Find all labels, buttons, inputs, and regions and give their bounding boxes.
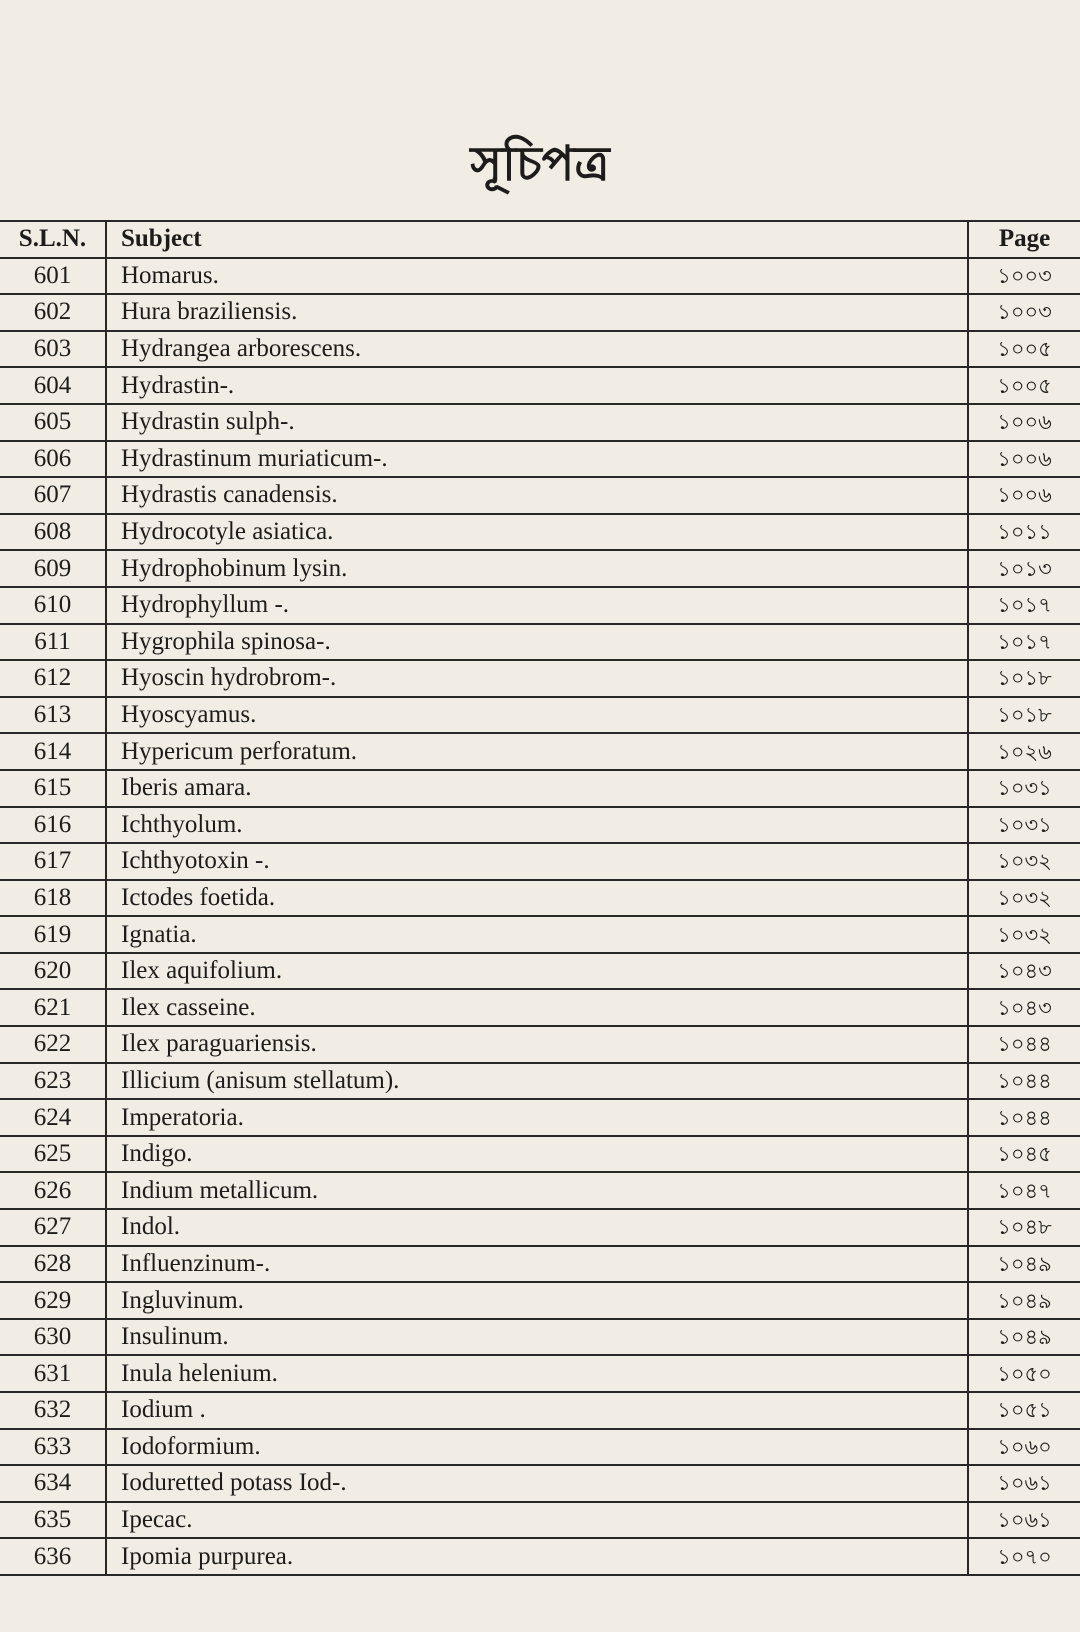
row-subject: Ignatia. (106, 916, 968, 953)
row-page: ১০০৬ (968, 477, 1080, 514)
row-page: ১০৪৪ (968, 1063, 1080, 1100)
table-row (0, 1538, 1080, 1575)
row-sln: 630 (0, 1319, 106, 1356)
row-subject: Insulinum. (106, 1319, 968, 1356)
row-subject: Hyoscyamus. (106, 697, 968, 734)
row-sln: 611 (0, 624, 106, 661)
page-title: সূচিপত্র (470, 136, 610, 192)
row-sln: 625 (0, 1136, 106, 1173)
row-page: ১০৬১ (968, 1465, 1080, 1502)
row-sln: 634 (0, 1465, 106, 1502)
row-page: ১০৪৯ (968, 1246, 1080, 1283)
row-subject: Hypericum perforatum. (106, 733, 968, 770)
table-row (0, 1026, 1080, 1063)
row-page: ১০৪৩ (968, 953, 1080, 990)
row-page: ১০৬১ (968, 1502, 1080, 1539)
table-body (0, 258, 1080, 1575)
table-row (0, 1355, 1080, 1392)
row-page: ১০১৮ (968, 660, 1080, 697)
table-row (0, 331, 1080, 368)
row-subject: Ilex casseine. (106, 989, 968, 1026)
row-page: ১০১৩ (968, 550, 1080, 587)
header-subject: Subject (106, 221, 968, 258)
row-subject: Ipomia purpurea. (106, 1538, 968, 1575)
row-subject: Iodium . (106, 1392, 968, 1429)
row-subject: Hygrophila spinosa-. (106, 624, 968, 661)
row-subject: Ilex paraguariensis. (106, 1026, 968, 1063)
row-subject: Hydrastinum muriaticum-. (106, 441, 968, 478)
row-subject: Indigo. (106, 1136, 968, 1173)
table-row (0, 807, 1080, 844)
row-sln: 603 (0, 331, 106, 368)
row-page: ১০৩২ (968, 880, 1080, 917)
row-sln: 627 (0, 1209, 106, 1246)
row-sln: 629 (0, 1282, 106, 1319)
row-sln: 621 (0, 989, 106, 1026)
row-sln: 602 (0, 294, 106, 331)
row-sln: 622 (0, 1026, 106, 1063)
row-sln: 610 (0, 587, 106, 624)
table-row (0, 953, 1080, 990)
row-sln: 619 (0, 916, 106, 953)
row-subject: Ilex aquifolium. (106, 953, 968, 990)
row-sln: 604 (0, 367, 106, 404)
table-row (0, 916, 1080, 953)
table-row (0, 1502, 1080, 1539)
table-row (0, 1136, 1080, 1173)
row-page: ১০৩১ (968, 770, 1080, 807)
row-sln: 633 (0, 1429, 106, 1466)
row-subject: Hydrocotyle asiatica. (106, 514, 968, 551)
row-sln: 623 (0, 1063, 106, 1100)
row-subject: Hydrastin sulph-. (106, 404, 968, 441)
row-page: ১০৪৯ (968, 1282, 1080, 1319)
table-row (0, 624, 1080, 661)
row-page: ১০৪৪ (968, 1026, 1080, 1063)
row-subject: Influenzinum-. (106, 1246, 968, 1283)
table-row (0, 1099, 1080, 1136)
header-page: Page (968, 221, 1080, 258)
row-sln: 632 (0, 1392, 106, 1429)
table-row (0, 587, 1080, 624)
row-sln: 635 (0, 1502, 106, 1539)
row-page: ১০০৩ (968, 294, 1080, 331)
row-subject: Iberis amara. (106, 770, 968, 807)
table-row (0, 367, 1080, 404)
row-subject: Hydrophyllum -. (106, 587, 968, 624)
row-sln: 617 (0, 843, 106, 880)
row-subject: Hydrastin-. (106, 367, 968, 404)
row-sln: 609 (0, 550, 106, 587)
row-subject: Ictodes foetida. (106, 880, 968, 917)
table-row (0, 1063, 1080, 1100)
table-row (0, 1172, 1080, 1209)
row-sln: 606 (0, 441, 106, 478)
table-row (0, 697, 1080, 734)
row-subject: Hura braziliensis. (106, 294, 968, 331)
header-sln: S.L.N. (0, 221, 106, 258)
row-sln: 628 (0, 1246, 106, 1283)
row-page: ১০৪৩ (968, 989, 1080, 1026)
table-row (0, 843, 1080, 880)
row-subject: Illicium (anisum stellatum). (106, 1063, 968, 1100)
row-page: ১০২৬ (968, 733, 1080, 770)
row-sln: 624 (0, 1099, 106, 1136)
table-row (0, 1392, 1080, 1429)
row-sln: 615 (0, 770, 106, 807)
table-row (0, 1429, 1080, 1466)
row-page: ১০০৫ (968, 331, 1080, 368)
table-row (0, 441, 1080, 478)
row-subject: Iodoformium. (106, 1429, 968, 1466)
row-subject: Ipecac. (106, 1502, 968, 1539)
table-row (0, 770, 1080, 807)
row-subject: Ichthyolum. (106, 807, 968, 844)
row-sln: 631 (0, 1355, 106, 1392)
row-sln: 614 (0, 733, 106, 770)
row-page: ১০৪৫ (968, 1136, 1080, 1173)
row-sln: 608 (0, 514, 106, 551)
table-row (0, 1465, 1080, 1502)
row-page: ১০০৩ (968, 258, 1080, 295)
row-page: ১০৪৮ (968, 1209, 1080, 1246)
row-page: ১০৭০ (968, 1538, 1080, 1575)
row-page: ১০৫১ (968, 1392, 1080, 1429)
table-row (0, 1319, 1080, 1356)
row-page: ১০০৬ (968, 441, 1080, 478)
table-row (0, 477, 1080, 514)
row-subject: Indol. (106, 1209, 968, 1246)
row-page: ১০৫০ (968, 1355, 1080, 1392)
row-page: ১০১৭ (968, 624, 1080, 661)
row-subject: Hydrangea arborescens. (106, 331, 968, 368)
table-row (0, 733, 1080, 770)
row-sln: 626 (0, 1172, 106, 1209)
row-page: ১০৪৪ (968, 1099, 1080, 1136)
row-subject: Ioduretted potass Iod-. (106, 1465, 968, 1502)
index-table (0, 220, 1080, 1576)
row-subject: Hydrastis canadensis. (106, 477, 968, 514)
row-subject: Homarus. (106, 258, 968, 295)
row-sln: 605 (0, 404, 106, 441)
row-sln: 620 (0, 953, 106, 990)
row-page: ১০০৬ (968, 404, 1080, 441)
table-row (0, 294, 1080, 331)
table-row (0, 1209, 1080, 1246)
table-row (0, 660, 1080, 697)
table-row (0, 514, 1080, 551)
row-page: ১০১১ (968, 514, 1080, 551)
row-sln: 616 (0, 807, 106, 844)
row-subject: Hydrophobinum lysin. (106, 550, 968, 587)
table-row (0, 989, 1080, 1026)
row-subject: Imperatoria. (106, 1099, 968, 1136)
row-page: ১০৩১ (968, 807, 1080, 844)
table-header-row (0, 221, 1080, 258)
row-page: ১০৪৯ (968, 1319, 1080, 1356)
table-row (0, 1282, 1080, 1319)
row-sln: 607 (0, 477, 106, 514)
row-page: ১০৩২ (968, 916, 1080, 953)
row-sln: 612 (0, 660, 106, 697)
row-subject: Ichthyotoxin -. (106, 843, 968, 880)
row-subject: Indium metallicum. (106, 1172, 968, 1209)
row-page: ১০৩২ (968, 843, 1080, 880)
row-sln: 601 (0, 258, 106, 295)
table-row (0, 1246, 1080, 1283)
row-page: ১০১৭ (968, 587, 1080, 624)
row-page: ১০০৫ (968, 367, 1080, 404)
table-row (0, 404, 1080, 441)
table-row (0, 880, 1080, 917)
row-sln: 618 (0, 880, 106, 917)
row-subject: Hyoscin hydrobrom-. (106, 660, 968, 697)
row-page: ১০১৮ (968, 697, 1080, 734)
row-sln: 613 (0, 697, 106, 734)
table-row (0, 550, 1080, 587)
table-row (0, 258, 1080, 295)
row-subject: Ingluvinum. (106, 1282, 968, 1319)
row-page: ১০৬০ (968, 1429, 1080, 1466)
row-sln: 636 (0, 1538, 106, 1575)
row-subject: Inula helenium. (106, 1355, 968, 1392)
row-page: ১০৪৭ (968, 1172, 1080, 1209)
